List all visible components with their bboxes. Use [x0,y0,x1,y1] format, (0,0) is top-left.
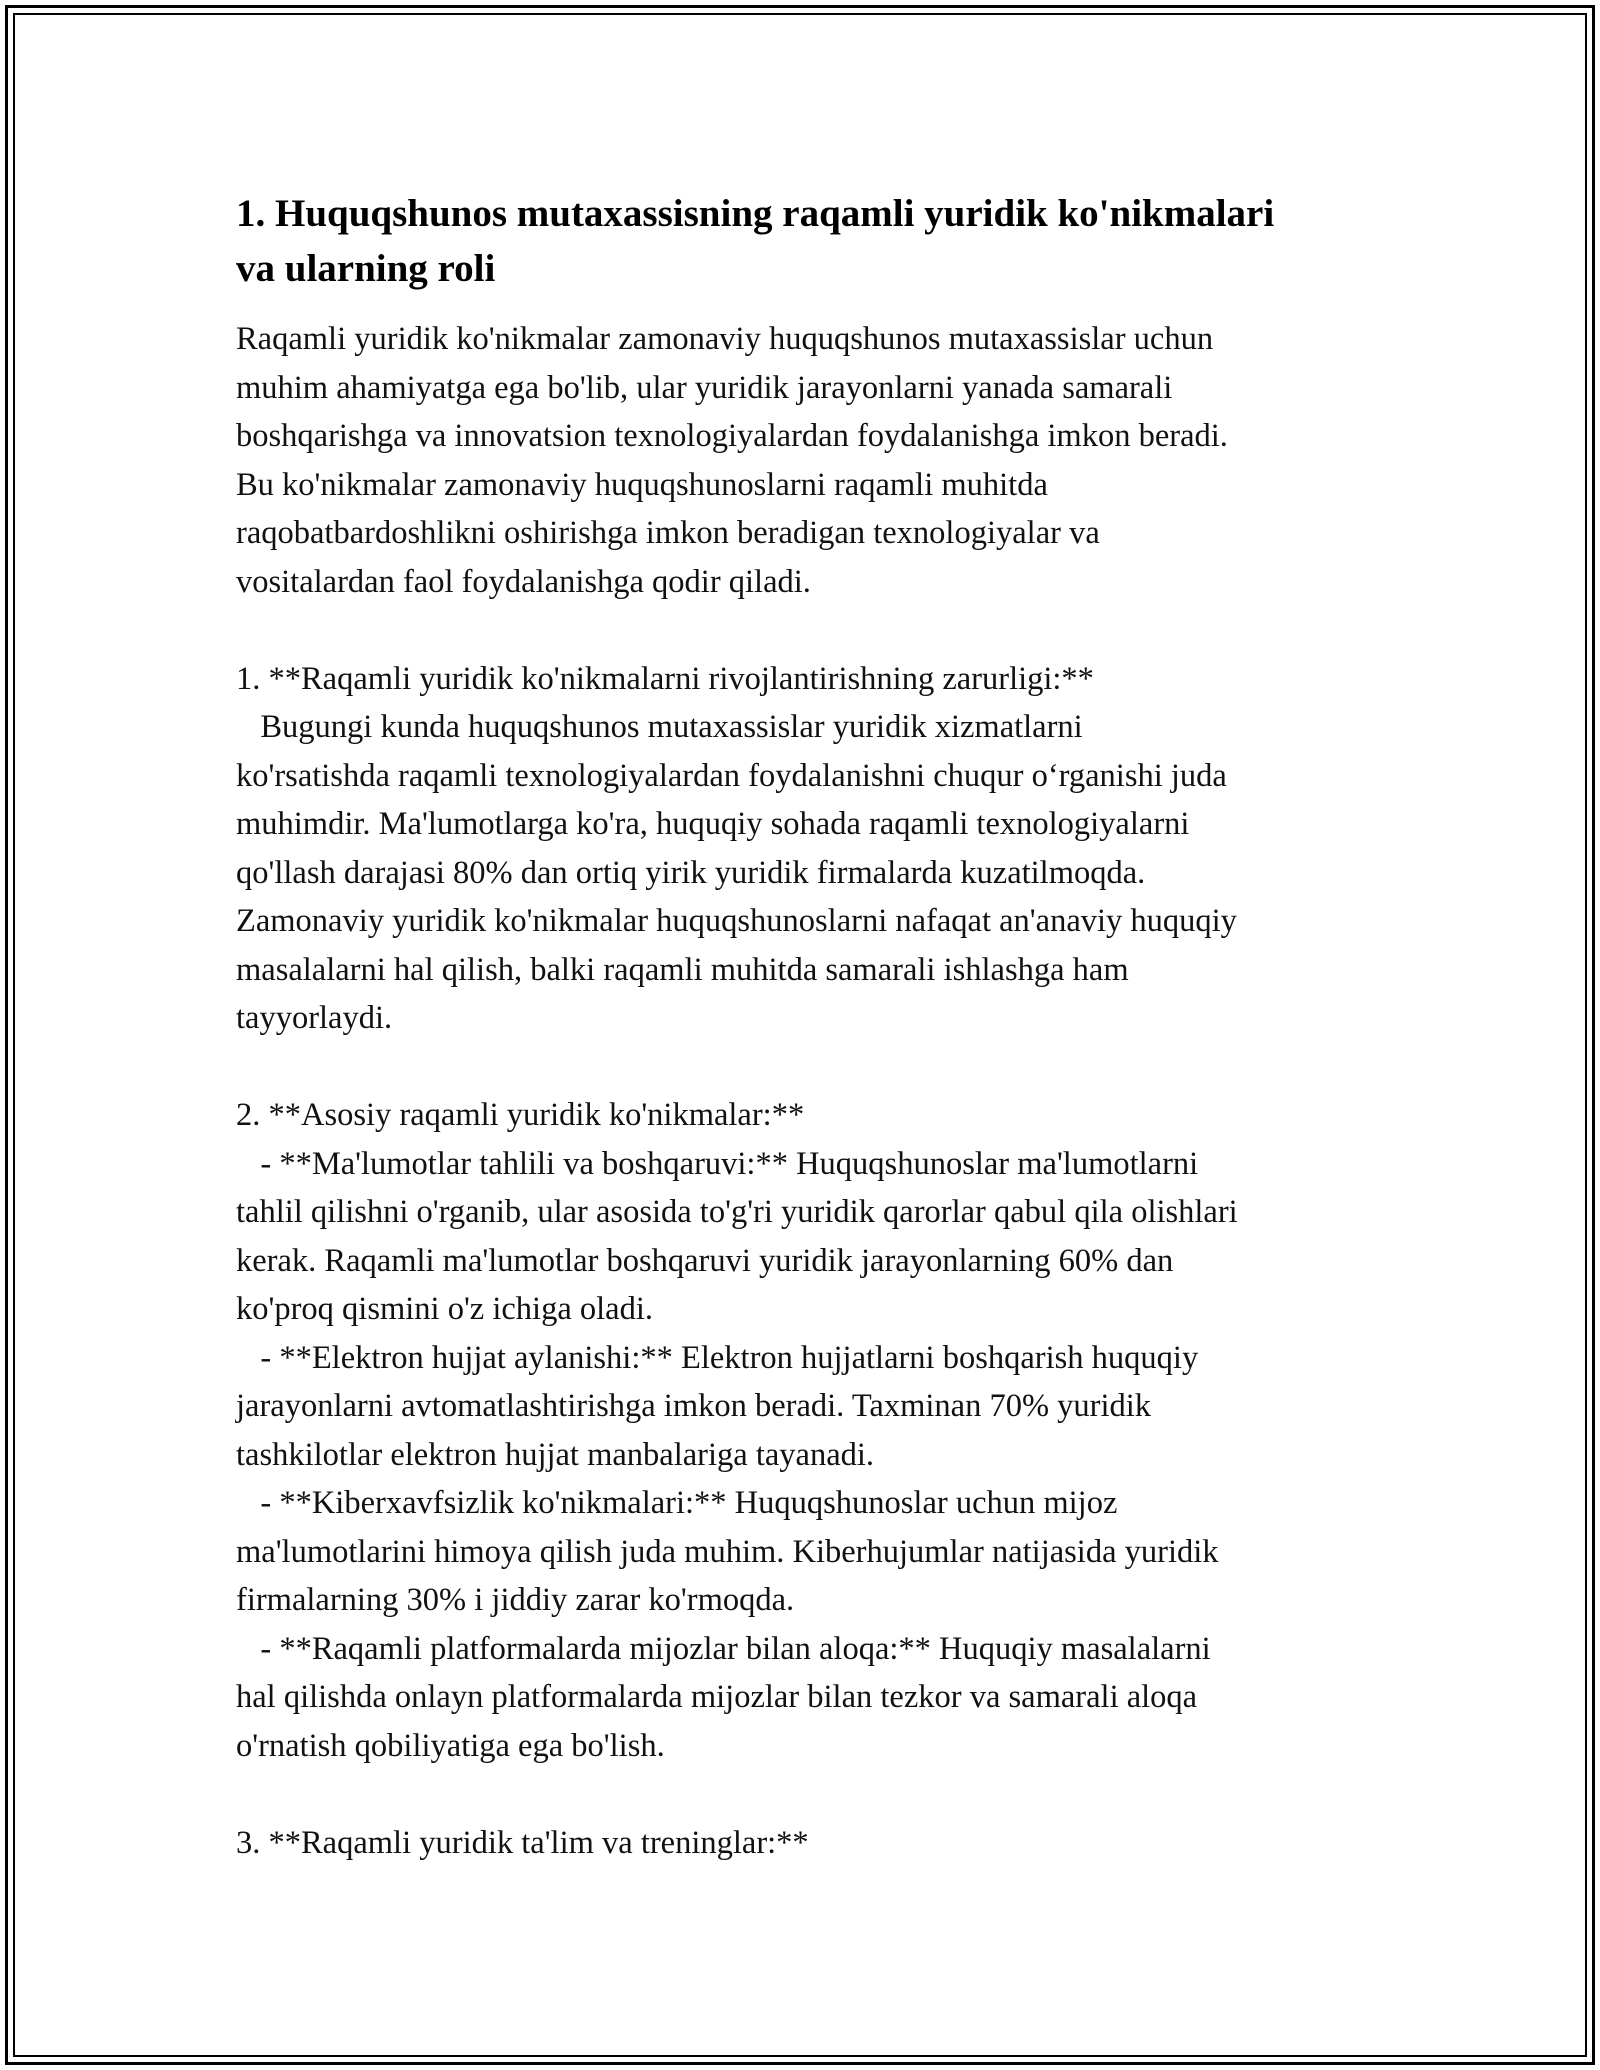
text-line: ko'rsatishda raqamli texnologiyalardan foydalanishni chuqur o‘rganishi juda [236,757,1227,794]
title-line: va ularning roli [236,247,496,290]
list-item-line: - **Ma'lumotlar tahlili va boshqaruvi:** Huquqshunoslar ma'lumotlarni [236,1145,1199,1182]
text-line: Bu ko'nikmalar zamonaviy huquqshunoslarni raqamli muhitda [236,466,1048,503]
text-line: muhim ahamiyatga ega bo'lib, ular yuridik jarayonlarni yanada samarali [236,369,1173,406]
list-item-line: - **Elektron hujjat aylanishi:** Elektron hujjatlarni boshqarish huquqiy [236,1339,1199,1376]
text-line: Bugungi kunda huquqshunos mutaxassislar yuridik xizmatlarni [236,709,1083,745]
text-line: ko'proq qismini o'z ichiga oladi. [236,1291,653,1327]
intro-paragraph [236,315,1396,606]
document-body [236,186,1396,1867]
text-line: firmalarning 30% i jiddiy zarar ko'rmoqda. [236,1582,795,1618]
section-heading: 3. **Raqamli yuridik ta'lim va treninglar:** [236,1824,809,1861]
section-heading: 1. **Raqamli yuridik ko'nikmalarni rivojlantirishning zarurligi:** [236,660,1094,697]
section-2 [236,1091,1396,1770]
text-line: tahlil qilishni o'rganib, ular asosida to'g'ri yuridik qarorlar qabul qila olishlari [236,1194,1238,1230]
section-heading: 2. **Asosiy raqamli yuridik ko'nikmalar:** [236,1097,805,1133]
list-item-line: - **Kiberxavfsizlik ko'nikmalari:** Huquqshunoslar uchun mijoz [236,1485,1118,1521]
text-line: raqobatbardoshlikni oshirishga imkon beradigan texnologiyalar va [236,515,1100,551]
paragraph-gap [236,606,1396,655]
text-line: vositalardan faol foydalanishga qodir qiladi. [236,563,811,600]
text-line: ma'lumotlarini himoya qilish juda muhim. Kiberhujumlar natijasida yuridik [236,1533,1219,1570]
text-line: masalalarni hal qilish, balki raqamli muhitda samarali ishlashga ham [236,951,1129,988]
paragraph-gap [236,1770,1396,1819]
section-3 [236,1819,1396,1868]
text-line: hal qilishda onlayn platformalarda mijozlar bilan tezkor va samarali aloqa [236,1679,1198,1715]
text-line: qo'llash darajasi 80% dan ortiq yirik yuridik firmalarda kuzatilmoqda. [236,854,1146,891]
text-line: tayyorlaydi. [236,1000,393,1036]
text-line: kerak. Raqamli ma'lumotlar boshqaruvi yuridik jarayonlarning 60% dan [236,1242,1174,1279]
text-line: jarayonlarni avtomatlashtirishga imkon beradi. Taxminan 70% yuridik [236,1388,1152,1424]
list-item-line: - **Raqamli platformalarda mijozlar bilan aloqa:** Huquqiy masalalarni [236,1630,1211,1667]
text-line: Raqamli yuridik ko'nikmalar zamonaviy huquqshunos mutaxassislar uchun [236,321,1214,357]
text-line: o'rnatish qobiliyatiga ega bo'lish. [236,1727,665,1764]
paragraph-gap [236,1043,1396,1092]
page-title [236,186,1396,296]
text-line: boshqarishga va innovatsion texnologiyalardan foydalanishga imkon beradi. [236,418,1228,454]
text-line: Zamonaviy yuridik ko'nikmalar huquqshunoslarni nafaqat an'anaviy huquqiy [236,903,1237,939]
text-line: muhimdir. Ma'lumotlarga ko'ra, huquqiy sohada raqamli texnologiyalarni [236,806,1190,842]
text-line: tashkilotlar elektron hujjat manbalariga tayanadi. [236,1436,875,1473]
section-1 [236,655,1396,1043]
title-line: 1. Huquqshunos mutaxassisning raqamli yuridik ko'nikmalari [236,192,1275,235]
